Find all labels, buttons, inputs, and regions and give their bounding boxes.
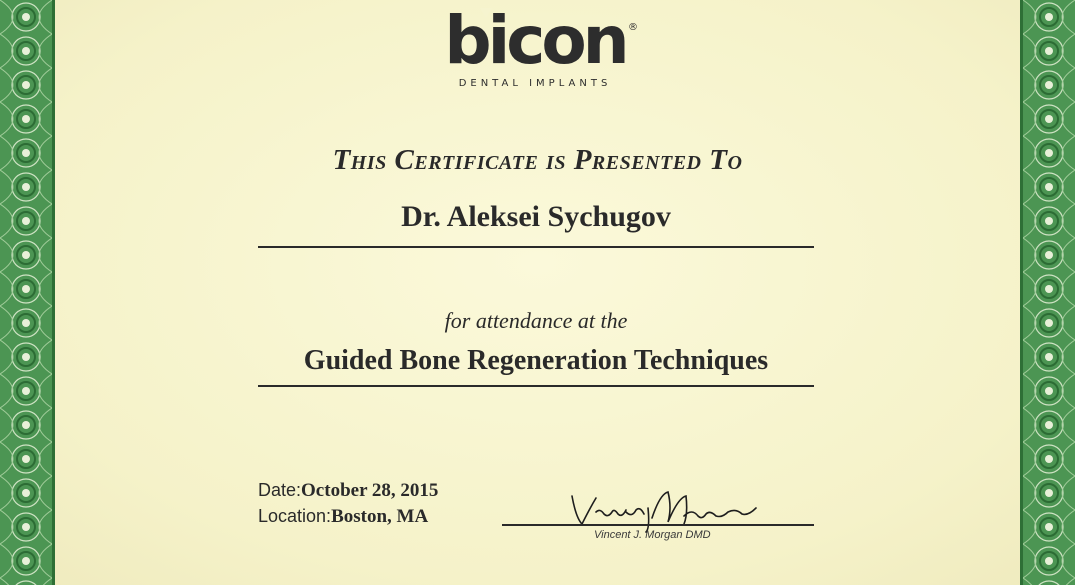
course-title: Guided Bone Regeneration Techniques [303,345,769,376]
registered-mark: ® [628,22,638,33]
recipient-name: Dr. Aleksei Sychugov [401,200,671,233]
recipient-underline [258,246,814,248]
left-decorative-border [0,0,52,585]
right-border-line [1020,0,1023,585]
date-value: October 28, 2015 [301,480,439,501]
bicon-logo [430,2,640,92]
location-label: Location: [258,506,332,526]
logo-wordmark: bicon [444,2,626,79]
course-underline [258,385,814,387]
right-decorative-border [1023,0,1075,585]
signature-line [502,524,814,526]
location-value: Boston, MA [331,506,429,527]
logo-subtitle: DENTAL IMPLANTS [458,78,612,89]
event-details [258,480,438,532]
left-border-line [52,0,55,585]
date-label: Date: [258,480,302,500]
attendance-text: for attendance at the [444,308,628,333]
signer-name: Vincent J. Morgan DMD [594,529,711,541]
presented-heading: This Certificate is Presented To [332,144,743,176]
logo-v-notch-icon [480,8,492,18]
date-row [258,480,438,506]
handwritten-signature [560,488,770,534]
location-row [258,506,438,532]
